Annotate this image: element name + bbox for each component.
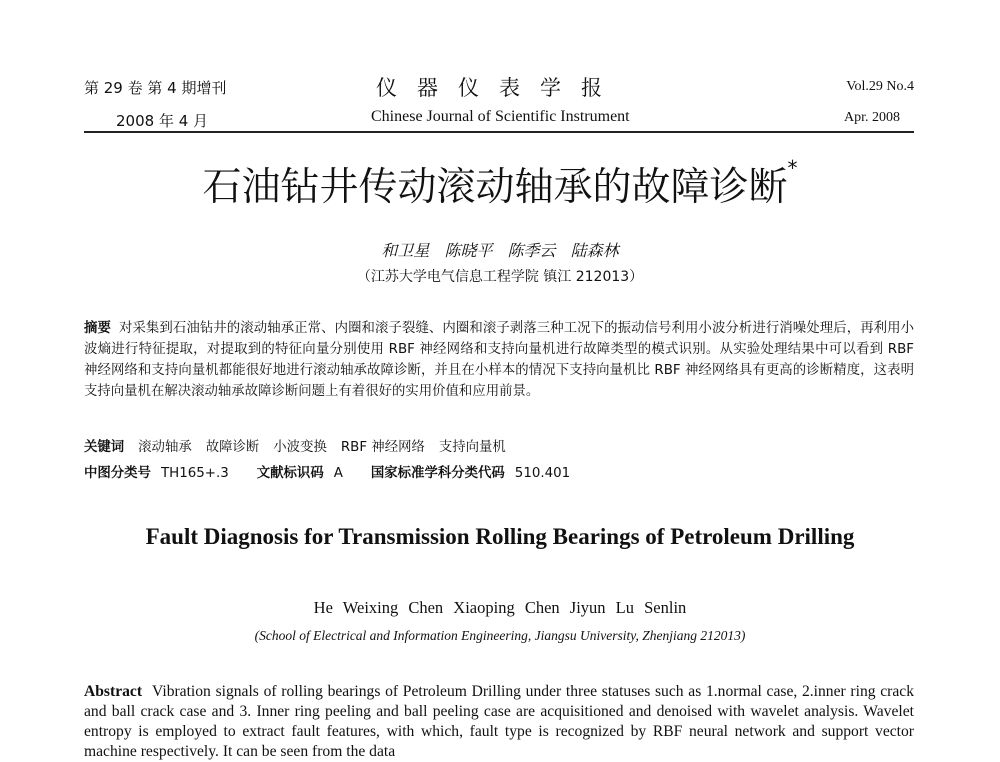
keyword: RBF 神经网络 bbox=[340, 440, 425, 455]
keywords-label: 关键词 bbox=[84, 440, 125, 455]
keyword: 支持向量机 bbox=[438, 440, 506, 455]
keyword: 故障诊断 bbox=[205, 440, 260, 455]
paper-title-cn bbox=[0, 156, 1000, 212]
affiliation-en: (School of Electrical and Information Engineering, Jiangsu University, Zhenjiang 212013) bbox=[254, 628, 746, 643]
keywords-cn bbox=[84, 436, 520, 455]
title-footnote-mark: * bbox=[787, 156, 798, 180]
journal-title-en: Chinese Journal of Scientific Instrument bbox=[371, 108, 630, 125]
journal-title-cn: 仪器仪表学报 bbox=[376, 76, 622, 100]
subject-code-label: 国家标准学科分类代码 bbox=[370, 466, 505, 481]
abstract-label-en: Abstract bbox=[84, 683, 143, 700]
affiliation-cn: （江苏大学电气信息工程学院 镇江 212013） bbox=[356, 269, 644, 285]
journal-volume-issue: 第 29 卷 第 4 期增刊 bbox=[84, 79, 227, 97]
clc-label: 中图分类号 bbox=[84, 466, 151, 481]
journal-date-cn: 2008 年 4 月 bbox=[116, 112, 209, 130]
header-rule bbox=[84, 131, 914, 133]
abstract-text-cn: 对采集到石油钻井的滚动轴承正常、内圈和滚子裂缝、内圈和滚子剥落三种工况下的振动信号利用小波分析进行消噪处理后，再利用小波熵进行特征提取，对提取到的特征向量分别使用 RBF 神经网络和支持向量机进行故障类型的模式识别。从实验处理结果中可以看到 RBF 神经网络和支持向量机都能很好地进行滚动轴承故障诊断，并且在小样本的情况下支持向量机比 RBF 神经网络具有更高的诊断精度，这表明支持向量机在解决滚动轴承故障诊断问题上有着很好的实用价值和应用前景。 bbox=[84, 321, 915, 399]
paper-title-en: Fault Diagnosis for Transmission Rolling Bearings of Petroleum Drilling bbox=[145, 524, 855, 549]
keyword: 滚动轴承 bbox=[138, 440, 192, 455]
authors-cn: 和卫星 陈晓平 陈季云 陆森林 bbox=[381, 241, 619, 260]
clc-value: TH165+.3 bbox=[160, 466, 229, 481]
paper-title-cn-text: 石油钻井传动滚动轴承的故障诊断 bbox=[202, 165, 788, 210]
journal-date-en: Apr. 2008 bbox=[844, 110, 900, 125]
classification-cn bbox=[84, 462, 598, 481]
subject-code-value: 510.401 bbox=[514, 466, 571, 481]
journal-volume-no: Vol.29 No.4 bbox=[846, 79, 914, 94]
abstract-cn bbox=[84, 318, 914, 402]
doc-code-value: A bbox=[333, 466, 343, 481]
abstract-text-en: Vibration signals of rolling bearings of Petroleum Drilling under three statuses such as 1.normal case, 2.inner ring crack and ball crack case and 3. Inner ring peeling and ball peeling case are acquisitioned and denoised with wavelet analysis. Wavelet entropy is employed to extract fault features, with which, fault type is recognized by RBF neural network and support vector machine respectively. It can be seen from the data bbox=[84, 683, 914, 760]
abstract-label-cn: 摘要 bbox=[84, 321, 111, 336]
abstract-en bbox=[84, 682, 914, 762]
doc-code-label: 文献标识码 bbox=[256, 466, 324, 481]
keyword: 小波变换 bbox=[273, 440, 327, 455]
authors-en: He Weixing Chen Xiaoping Chen Jiyun Lu Senlin bbox=[313, 598, 687, 617]
